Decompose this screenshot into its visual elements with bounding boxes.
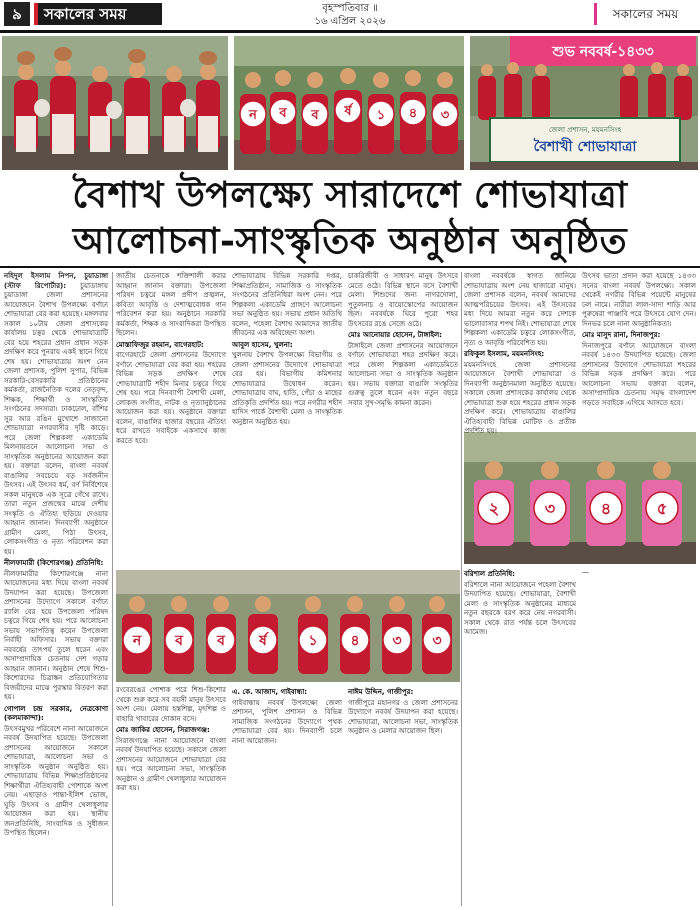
article-column-1 xyxy=(4,272,108,906)
newspaper-logo: সকালের সময় xyxy=(34,3,162,25)
article-column-3 xyxy=(232,272,342,566)
subhead-col3-2: মোঃ জাকির হোসেন, সিরাজগঞ্জ: xyxy=(116,726,210,734)
sign-letter-6: ৪ xyxy=(408,106,418,121)
headline-rule xyxy=(0,266,700,268)
col4-para-1: চাকরিজীবী ও সাধারণ মানুষ উৎসবে মেতে ওঠে। বিভিন্ন স্থানে বসে বৈশাখী মেলা। শিশুদের জন্য নাগরদোলা, পুতুলনাচ ও বায়োস্কোপের আয়োজন ছিল। নববর্ষকে ঘিরে পুরো শহর উৎসবের রঙে সেজে ওঠে। xyxy=(348,272,458,328)
inline-letter-3: ব xyxy=(217,633,225,649)
banner-title: শুভ নববর্ষ-১৪৩৩ xyxy=(552,44,654,60)
article-column-2-lower xyxy=(116,686,226,906)
col4-para-2: টাঙ্গাইলে জেলা প্রশাসনের আয়োজনে বর্ণাঢ্য শোভাযাত্রা শহর প্রদক্ষিণ করে। পরে জেলা শিল্পকলা একাডেমিতে আলোচনা সভা ও সাংস্কৃতিক অনুষ্ঠান হয়। সভায় বক্তারা বাঙালি সংস্কৃতির গুরুত্ব তুলে ধরেন এবং নতুন বছরে সবার সুখ-সমৃদ্ধি কামনা করেন। xyxy=(348,341,458,407)
inline-letter-7: ৩ xyxy=(392,633,402,649)
col5-para-3: গাজীপুরে মহানগর ও জেলা প্রশাসনের উদ্যোগে নববর্ষ উদযাপন করা হয়েছে। শোভাযাত্রা, আলোচনা সভা, সাংস্কৃতিক অনুষ্ঠান ও মেলার আয়োজন ছিল। xyxy=(348,698,458,735)
headline-line-1: বৈশাখ উপলক্ষ্যে সারাদেশে শোভাযাত্রা xyxy=(72,174,628,216)
col2-para-2: বাগেরহাটে জেলা প্রশাসনের উদ্যোগে বর্ণাঢ্য শোভাযাত্রা বের করা হয়। শহরের বিভিন্ন সড়ক প্রদক্ষিণ শেষে শোভাযাত্রাটি শহীদ মিনার চত্বরে গিয়ে শেষ হয়। পরে দিনব্যাপী বৈশাখী মেলা, লোকজ সংগীত, নাটক ও নৃত্যানুষ্ঠানের আয়োজন করা হয়। অনুষ্ঠানে বক্তারা বলেন, বাঙালির হাজার বছরের ঐতিহ্য ধরে রাখতে সবাইকে একসাথে কাজ করতে হবে। xyxy=(116,351,226,445)
subhead-col6-1: মোঃ মাসুদ রানা, দিনাজপুর: xyxy=(582,331,661,339)
article-column-4-lower xyxy=(348,686,458,906)
masthead-rule xyxy=(0,30,700,33)
col2-para-1: জাতীয় চেতনাকে শক্তিশালী করার আহ্বান জানান বক্তারা। উপজেলা পরিষদ চত্বরে মঙ্গল প্রদীপ প্রজ্বলন, কবিতা আবৃত্তি ও দেশাত্মবোধক গান পরিবেশন করা হয়। অনুষ্ঠানে সরকারি কর্মকর্তা, শিক্ষক ও সাংবাদিকরা উপস্থিত ছিলেন। xyxy=(116,272,226,337)
dateline-col1: নহিদুল ইসলাম নিপন, চুয়াডাঙ্গা (স্টাফ রিপোর্টার): xyxy=(4,272,108,290)
article-column-6 xyxy=(582,272,696,428)
inline-letter-5: ১ xyxy=(308,633,318,649)
sign-letter-4: র্ষ xyxy=(344,104,352,119)
col2-para-3: রংবেরঙের পোশাক পরে শিশু-কিশোর থেকে শুরু করে সব বয়সী মানুষ উৎসবে অংশ নেয়। মেলায় হস্তশিল্প, মৃৎশিল্প ও বাহারি খাবারের দোকান বসে। xyxy=(116,686,226,723)
sign-letter-3: ব xyxy=(311,108,319,123)
subhead-col4-2: এ. কে. আজাদ, গাইবান্ধা: xyxy=(232,688,308,696)
inline-letter-6: ৪ xyxy=(350,633,360,649)
column-divider-right xyxy=(461,272,462,906)
column-divider xyxy=(112,272,113,906)
col1-para-1: চুয়াডাঙ্গায় চুয়াডাঙ্গা জেলা প্রশাসনের আয়োজনে বৈশাখ উপলক্ষ্যে বর্ণাঢ্য শোভাযাত্রা বের করা হয়েছে। মঙ্গলবার সকাল ১০টায় জেলা প্রশাসকের কার্যালয় চত্বর থেকে শোভাযাত্রাটি বের হয়ে শহরের প্রধান প্রধান সড়ক প্রদক্ষিণ করে পুনরায় একই স্থানে গিয়ে শেষ হয়। শোভাযাত্রায় অংশ নেন জেলা প্রশাসক, পুলিশ সুপার, বিভিন্ন সরকারি-বেসরকারি প্রতিষ্ঠানের কর্মকর্তা, রাজনৈতিক দলের নেতৃবৃন্দ, শিক্ষক, শিক্ষার্থী ও সাংস্কৃতিক সংগঠনের সদস্যরা। ঢাকঢোল, বাঁশির সুর আর রঙিন মুখোশে সাজানো শোভাযাত্রা নগরবাসীর দৃষ্টি কাড়ে। পরে জেলা শিল্পকলা একাডেমি মিলনায়তনে আলোচনা সভা ও সাংস্কৃতিক অনুষ্ঠানের আয়োজন করা হয়। বক্তারা বলেন, বাংলা নববর্ষ বাঙালির সবচেয়ে বড় সর্বজনীন উৎসব। এই উৎসব ধর্ম, বর্ণ নির্বিশেষে সকল মানুষকে এক সূত্রে গেঁথে রাখে। তারা নতুন প্রজন্মের মাঝে দেশীয় সংস্কৃতি ও ঐতিহ্য ছড়িয়ে দেওয়ার আহ্বান জানান। দিনব্যাপী অনুষ্ঠানে গ্রামীণ মেলা, পিঠা উৎসব, লোকসংগীত ও নৃত্য পরিবেশন করা হয়। xyxy=(4,281,108,556)
col3-para-3: সিরাজগঞ্জে নানা আয়োজনে বাংলা নববর্ষ উদযাপিত হয়েছে। সকালে জেলা প্রশাসনের আয়োজনে শোভাযাত্রা বের হয়। পরে আলোচনা সভা, সাংস্কৃতিক অনুষ্ঠান ও গ্রামীণ খেলাধুলার আয়োজন করা হয়। xyxy=(116,736,226,792)
main-headline xyxy=(0,172,700,264)
article-column-2 xyxy=(116,272,226,566)
subhead-col5-1: রফিকুল ইসলাম, ময়মনসিংহ: xyxy=(464,350,545,358)
photo-nababarsha-signs xyxy=(234,36,464,170)
subhead-col6-2: বরিশাল প্রতিনিধি: xyxy=(464,570,515,578)
col3-para-2: খুলনায় বৈশাখ উপলক্ষ্যে বিভাগীয় ও জেলা প্রশাসনের উদ্যোগে শোভাযাত্রা বের হয়। বিভাগীয় কমিশনার শোভাযাত্রার উদ্বোধন করেন। শোভাযাত্রায় বাঘ, হাতি, পেঁচা ও মাছের প্রতিকৃতি প্রদর্শিত হয়। পরে নগরীর শহীদ হাদিস পার্কে বৈশাখী মেলা ও সাংস্কৃতিক অনুষ্ঠান অনুষ্ঠিত হয়। xyxy=(232,351,342,426)
banner-sub: জেলা প্রশাসন, ময়মনসিংহ xyxy=(548,126,622,134)
col5-para-2: ময়মনসিংহে জেলা প্রশাসনের আয়োজনে বৈশাখী শোভাযাত্রা ও দিনব্যাপী অনুষ্ঠানমালা অনুষ্ঠিত হয়েছে। সকালে জেলা প্রশাসকের কার্যালয় থেকে শোভাযাত্রা শুরু হয়ে শহরের প্রধান সড়ক প্রদক্ষিণ করে। শোভাযাত্রায় বাঙালির ঐতিহ্যবাহী বিভিন্ন মোটিফ ও প্রতীক প্রদর্শিত হয়। xyxy=(464,360,576,435)
banner-procession: বৈশাখী শোভাযাত্রা xyxy=(533,139,637,155)
sign-letter-2: ব xyxy=(279,106,287,121)
col6-para-1: উৎসব ভাতা প্রদান করা হয়েছে ১৪৩৩ সনের বাংলা নববর্ষ উপলক্ষ্যে। সকাল থেকেই নগরীর বিভিন্ন পয়েন্টে মানুষের ঢল নামে। নারীরা লাল-সাদা শাড়ি আর পুরুষেরা পাঞ্জাবি পরে উৎসবে যোগ দেন। দিনভর চলে নানা আনুষ্ঠানিকতা। xyxy=(582,272,696,328)
subhead-col1-2: গোপাল চন্দ্র সরকার, নেত্রকোণা (কলমাকান্দা): xyxy=(4,704,108,722)
number-sign-1: ২ xyxy=(488,499,500,518)
article-column-6-lower xyxy=(582,568,696,906)
subhead-col5-2: নাঈম উদ্দিন, গাজীপুর: xyxy=(348,688,414,696)
headline-line-2: আলোচনা-সাংস্কৃতিক অনুষ্ঠান অনুষ্ঠিত xyxy=(72,220,628,262)
photo-inline-letters xyxy=(116,570,460,682)
inline-letter-8: ৩ xyxy=(432,633,442,649)
subhead-col4-1: মোঃ আনোয়ার হোসেন, টাঙ্গাইল: xyxy=(348,331,442,339)
article-column-5 xyxy=(464,272,576,435)
article-column-4 xyxy=(348,272,458,566)
page-number: ৯ xyxy=(4,2,30,26)
weekday: বৃহস্পতিবার ॥ xyxy=(322,3,378,14)
article-column-5-lower xyxy=(464,568,576,906)
photo-number-signs xyxy=(464,432,696,564)
number-sign-2: ৩ xyxy=(544,499,556,518)
photo-women-procession xyxy=(2,36,228,170)
sign-letter-1: ন xyxy=(249,108,257,123)
col6-para-2: দিনাজপুরে বর্ণাঢ্য আয়োজনে বাংলা নববর্ষ ১৪৩৩ উদযাপিত হয়েছে। জেলা প্রশাসনের উদ্যোগে শোভাযাত্রা শহরের বিভিন্ন সড়ক প্রদক্ষিণ করে। পরে আলোচনা সভায় বক্তারা বলেন, অসাম্প্রদায়িক চেতনায় সমৃদ্ধ বাংলাদেশ গড়তে সবাইকে এগিয়ে আসতে হবে। xyxy=(582,341,696,407)
subhead-col1-1: নীলফামারী (কিশোরগঞ্জ) প্রতিনিধি: xyxy=(4,559,104,567)
col3-para-1: শোভাযাত্রায় বিভিন্ন সরকারি দপ্তর, শিক্ষাপ্রতিষ্ঠান, সামাজিক ও সাংস্কৃতিক সংগঠনের প্রতিনিধিরা অংশ নেন। পরে শিল্পকলা একাডেমি প্রাঙ্গণে আলোচনা সভা অনুষ্ঠিত হয়। সভায় প্রধান অতিথি বলেন, পহেলা বৈশাখ আমাদের জাতীয় জীবনের এক অবিচ্ছেদ্য অংশ। xyxy=(232,272,342,337)
number-sign-3: ৪ xyxy=(600,499,612,518)
inline-letter-2: ব xyxy=(175,633,183,649)
sign-letter-7: ৩ xyxy=(440,108,450,123)
subhead-col2-1: মোস্তাফিজুর রহমান, বাগেরহাট: xyxy=(116,340,204,349)
subhead-col3-1: আবুল হাসেম, খুলনা: xyxy=(232,340,293,349)
col1-para-2: নীলফামারীর কিশোরগঞ্জে নানা আয়োজনের মধ্য দিয়ে বাংলা নববর্ষ উদযাপন করা হয়েছে। উপজেলা প্রশাসনের উদ্যোগে সকালে বর্ণাঢ্য র‍্যালি বের হয়ে উপজেলা পরিষদ চত্বরে গিয়ে শেষ হয়। পরে আলোচনা সভায় সভাপতিত্ব করেন উপজেলা নির্বাহী অফিসার। সভায় বক্তারা নববর্ষের তাৎপর্য তুলে ধরেন এবং অসাম্প্রদায়িক চেতনায় দেশ গড়ার আহ্বান জানান। অনুষ্ঠান শেষে শিশু-কিশোরদের চিত্রাঙ্কন প্রতিযোগিতার বিজয়ীদের মাঝে পুরস্কার বিতরণ করা হয়। xyxy=(4,569,108,701)
col1-para-3: উৎসবমুখর পরিবেশে নানা আয়োজনে নববর্ষ উদযাপিত হয়েছে। উপজেলা প্রশাসনের আয়োজনে সকালে শোভাযাত্রা, আলোচনা সভা ও সাংস্কৃতিক অনুষ্ঠান অনুষ্ঠিত হয়। শোভাযাত্রায় বিভিন্ন শিক্ষাপ্রতিষ্ঠানের শিক্ষার্থীরা ঐতিহ্যবাহী পোশাকে অংশ নেয়। এছাড়াও পান্তা-ইলিশ ভোজ, ঘুড়ি উৎসব ও গ্রামীণ খেলাধুলার আয়োজন করা হয়। স্থানীয় জনপ্রতিনিধি, সাংবাদিক ও সুধীজন উপস্থিত ছিলেন। xyxy=(4,724,108,837)
date-block xyxy=(240,2,460,28)
photo-banner-procession xyxy=(470,36,698,170)
col6-para-3: বরিশালে নানা আয়োজনে পহেলা বৈশাখ উদযাপিত হয়েছে। শোভাযাত্রা, বৈশাখী মেলা ও সাংস্কৃতিক অনুষ্ঠানের মাধ্যমে নতুন বছরকে বরণ করে নেয় নগরবাসী। সকাল থেকে রাত পর্যন্ত চলে উৎসবের আমেজ। xyxy=(464,580,576,636)
col4-para-3: গাইবান্ধায় নববর্ষ উপলক্ষ্যে জেলা প্রশাসন, পুলিশ প্রশাসন ও বিভিন্ন সামাজিক সংগঠনের উদ্যোগে পৃথক শোভাযাত্রা বের হয়। দিনব্যাপী চলে নানা আয়োজন। xyxy=(232,698,342,745)
issue-date: ১৬ এপ্রিল ২০২৬ xyxy=(314,16,386,27)
brand-right: সকালের সময় xyxy=(594,3,694,25)
inline-letter-1: ন xyxy=(132,633,142,649)
col1-para-3-continued: — xyxy=(582,568,589,576)
article-column-3-lower xyxy=(232,686,342,906)
col5-para-1: বাংলা নববর্ষকে স্বাগত জানিয়ে শোভাযাত্রায় অংশ নেয় হাজারো মানুষ। জেলা প্রশাসক বলেন, নববর্ষ আমাদের আত্মপরিচয়ের উৎসব। এই উৎসবের মধ্য দিয়ে আমরা নতুন করে দেশকে ভালোবাসার শপথ নিই। শোভাযাত্রা শেষে শিল্পকলা একাডেমি চত্বরে লোকসংগীত, নৃত্য ও আবৃত্তি পরিবেশিত হয়। xyxy=(464,272,576,347)
sign-letter-5: ১ xyxy=(376,108,386,123)
masthead xyxy=(0,0,700,30)
inline-letter-4: র্ষ xyxy=(259,633,267,649)
number-sign-4: ৫ xyxy=(656,499,668,518)
